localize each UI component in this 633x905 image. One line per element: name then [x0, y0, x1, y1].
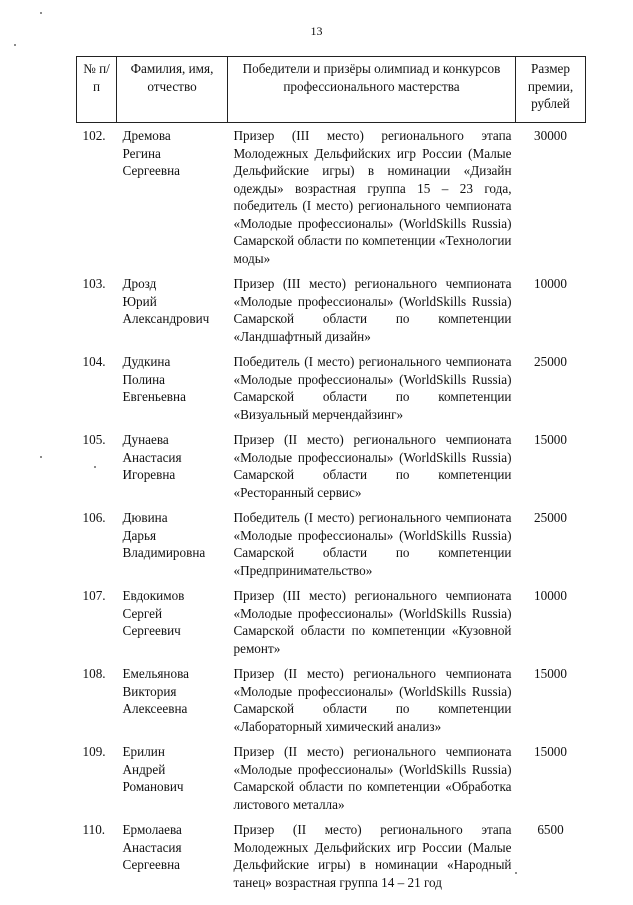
first-name: Сергей: [122, 605, 163, 621]
header-number: № п/п: [77, 57, 117, 123]
row-number: 107.: [82, 588, 106, 603]
row-full-name: [117, 587, 228, 665]
row-prize: 15000: [534, 666, 567, 681]
surname: Дювина: [122, 510, 168, 525]
scan-speck: [40, 456, 42, 458]
table-row: [77, 431, 586, 509]
row-number: 109.: [82, 744, 106, 759]
row-full-name: [117, 431, 228, 509]
patronymic: Романович: [122, 779, 184, 794]
row-achievement: Победитель (I место) регионального чемпионата «Молодые профессионалы» (WorldSkills Russia) Самарской области по компетенции «Визуальный мерчендайзинг»: [233, 354, 512, 422]
row-number: 103.: [82, 276, 106, 291]
patronymic: Владимировна: [122, 545, 206, 560]
row-achievement: Призер (III место) регионального чемпионата «Молодые профессионалы» (WorldSkills Russia) Самарской области по компетенции «Ландшафтный дизайн»: [233, 276, 512, 344]
patronymic: Евгеньевна: [122, 389, 186, 404]
row-full-name: [117, 821, 228, 899]
row-full-name: [117, 353, 228, 431]
surname: Ермолаева: [122, 822, 182, 837]
table-row: [77, 353, 586, 431]
row-number: 105.: [82, 432, 106, 447]
page-number: 13: [310, 24, 323, 38]
table-row: [77, 275, 586, 353]
surname: Дремова: [122, 128, 171, 143]
patronymic: Алексеевна: [122, 701, 188, 716]
surname: Ерилин: [122, 744, 165, 759]
scan-speck: [40, 12, 42, 14]
row-prize: 25000: [534, 510, 567, 525]
table-row: [77, 509, 586, 587]
row-achievement: Призер (II место) регионального чемпионата «Молодые профессионалы» (WorldSkills Russia) Самарской области по компетенции «Лабораторный химический анализ»: [233, 666, 512, 734]
row-number: 104.: [82, 354, 106, 369]
patronymic: Сергеевна: [122, 163, 180, 178]
header-prize-amount: Размер премии, рублей: [516, 57, 586, 123]
first-name: Анастасия: [122, 449, 182, 465]
first-name: Андрей: [122, 761, 166, 777]
table-row: [77, 665, 586, 743]
first-name: Анастасия: [122, 839, 182, 855]
scan-speck: [515, 872, 517, 874]
patronymic: Сергеевич: [122, 623, 181, 638]
header-achievements: Победители и призёры олимпиад и конкурсов профессионального мастерства: [228, 57, 516, 123]
row-achievement: Призер (II место) регионального чемпионата «Молодые профессионалы» (WorldSkills Russia) Самарской области по компетенции «Обработка листового металла»: [233, 744, 512, 812]
row-prize: 30000: [534, 128, 567, 143]
row-full-name: [117, 665, 228, 743]
row-prize: 25000: [534, 354, 567, 369]
patronymic: Игоревна: [122, 467, 176, 482]
row-number: 110.: [82, 822, 106, 837]
row-prize: 10000: [534, 588, 567, 603]
row-prize: 15000: [534, 744, 567, 759]
row-full-name: [117, 275, 228, 353]
surname: Емельянова: [122, 666, 189, 681]
row-prize: 15000: [534, 432, 567, 447]
patronymic: Сергеевна: [122, 857, 180, 872]
header-full-name: Фамилия, имя, отчество: [117, 57, 228, 123]
row-full-name: [117, 743, 228, 821]
row-number: 108.: [82, 666, 106, 681]
row-achievement: Призер (II место) регионального этапа Молодежных Дельфийских игр России (Малые Дельфийские игры) в номинации «Народный танец» возрастная группа 14 – 21 год: [233, 822, 512, 890]
row-achievement: Призер (II место) регионального чемпионата «Молодые профессионалы» (WorldSkills Russia) Самарской области по компетенции «Ресторанный сервис»: [233, 432, 512, 500]
row-full-name: [117, 509, 228, 587]
row-achievement: Призер (III место) регионального чемпионата «Молодые профессионалы» (WorldSkills Russia) Самарской области по компетенции «Кузовной ремонт»: [233, 588, 512, 656]
table-row: [77, 743, 586, 821]
scan-speck: [94, 466, 96, 468]
first-name: Дарья: [122, 527, 157, 543]
table-header-row: [77, 57, 586, 123]
surname: Евдокимов: [122, 588, 185, 603]
first-name: Виктория: [122, 683, 177, 699]
awards-table: [76, 56, 586, 899]
surname: Дудкина: [122, 354, 171, 369]
table-row: [77, 821, 586, 899]
first-name: Регина: [122, 145, 161, 161]
row-full-name: [117, 127, 228, 275]
row-prize: 6500: [537, 822, 564, 837]
table-row: [77, 587, 586, 665]
scan-speck: [14, 44, 16, 46]
row-achievement: Победитель (I место) регионального чемпионата «Молодые профессионалы» (WorldSkills Russia) Самарской области по компетенции «Предпринимательство»: [233, 510, 512, 578]
table-row: [77, 127, 586, 275]
first-name: Юрий: [122, 293, 157, 309]
first-name: Полина: [122, 371, 165, 387]
patronymic: Александрович: [122, 311, 210, 326]
surname: Дрозд: [122, 276, 157, 291]
row-achievement: Призер (III место) регионального этапа Молодежных Дельфийских игр России (Малые Дельфийские игры) в номинации «Дизайн одежды» возрастная группа 15 – 23 года, победитель (I место) регионального чемпионата «Молодые профессионалы» (WorldSkills Russia) Самарской области по компетенции «Технологии моды»: [233, 128, 512, 266]
row-prize: 10000: [534, 276, 567, 291]
row-number: 106.: [82, 510, 106, 525]
row-number: 102.: [82, 128, 106, 143]
surname: Дунаева: [122, 432, 169, 447]
